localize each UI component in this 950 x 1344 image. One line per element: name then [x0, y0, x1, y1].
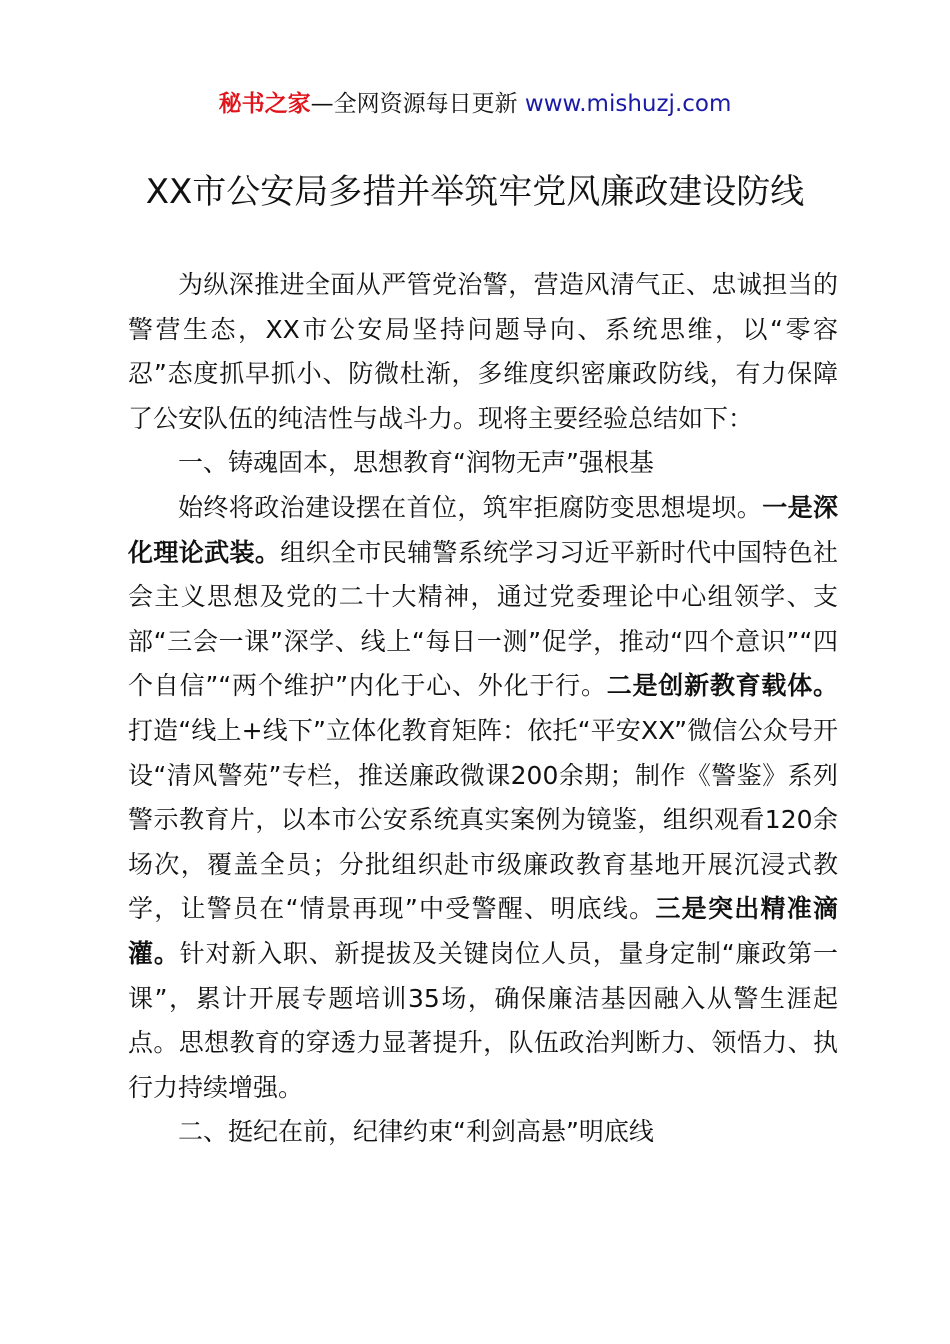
point-1-title: 一是深化理论武装。 [128, 492, 838, 567]
section-2-heading: 二、挺纪在前，纪律约束“利剑高悬”明底线 [178, 1117, 654, 1147]
site-tagline: —全网资源每日更新 [310, 91, 525, 117]
point-2-text: 打造“线上+线下”立体化教育矩阵：依托“平安XX”微信公众号开设“清风警苑”专栏，推送廉政微课200余期；制作《警鉴》系列警示教育片，以本市公安系统真实案例为镜鉴，组织观看120余场次，覆盖全员；分批组织赴市级廉政教育基地开展沉浸式教学，让警员在“情景再现”中受警醒、明底线。 [128, 715, 838, 924]
site-banner [0, 88, 950, 120]
site-url-link[interactable]: www.mishuzj.com [524, 91, 732, 117]
point-3-title: 三是突出精准滴灌。 [128, 894, 838, 968]
point-1-text: 组织全市民辅警系统学习习近平新时代中国特色社会主义思想及党的二十大精神，通过党委理论中心组领学、支部“三会一课”深学、线上“每日一测”促学，推动“四个意识”“四个自信”“两个维护”内化于心、外化于行。 [128, 537, 838, 701]
section-1-lead-text: 始终将政治建设摆在首位，筑牢拒腐防变思想堤坝。 [178, 492, 763, 522]
site-brand: 秘书之家 [218, 91, 311, 117]
document-body [128, 263, 838, 1155]
document-title: XX市公安局多措并举筑牢党风廉政建设防线 [145, 172, 805, 212]
intro-paragraph: 为纵深推进全面从严管党治警，营造风清气正、忠诚担当的警营生态，XX市公安局坚持问题导向、系统思维，以“零容忍”态度抓早抓小、防微杜渐，多维度织密廉政防线，有力保障了公安队伍的纯洁性与战斗力。现将主要经验总结如下： [128, 270, 838, 433]
point-2-title: 二是创新教育载体。 [606, 671, 838, 701]
section-1-paragraph [128, 486, 838, 1110]
section-1-heading: 一、铸魂固本，思想教育“润物无声”强根基 [178, 448, 654, 478]
point-3-text: 针对新入职、新提拔及关键岗位人员，量身定制“廉政第一课”，累计开展专题培训35场，确保廉洁基因融入从警生涯起点。思想教育的穿透力显著提升，队伍政治判断力、领悟力、执行力持续增强。 [128, 938, 838, 1102]
